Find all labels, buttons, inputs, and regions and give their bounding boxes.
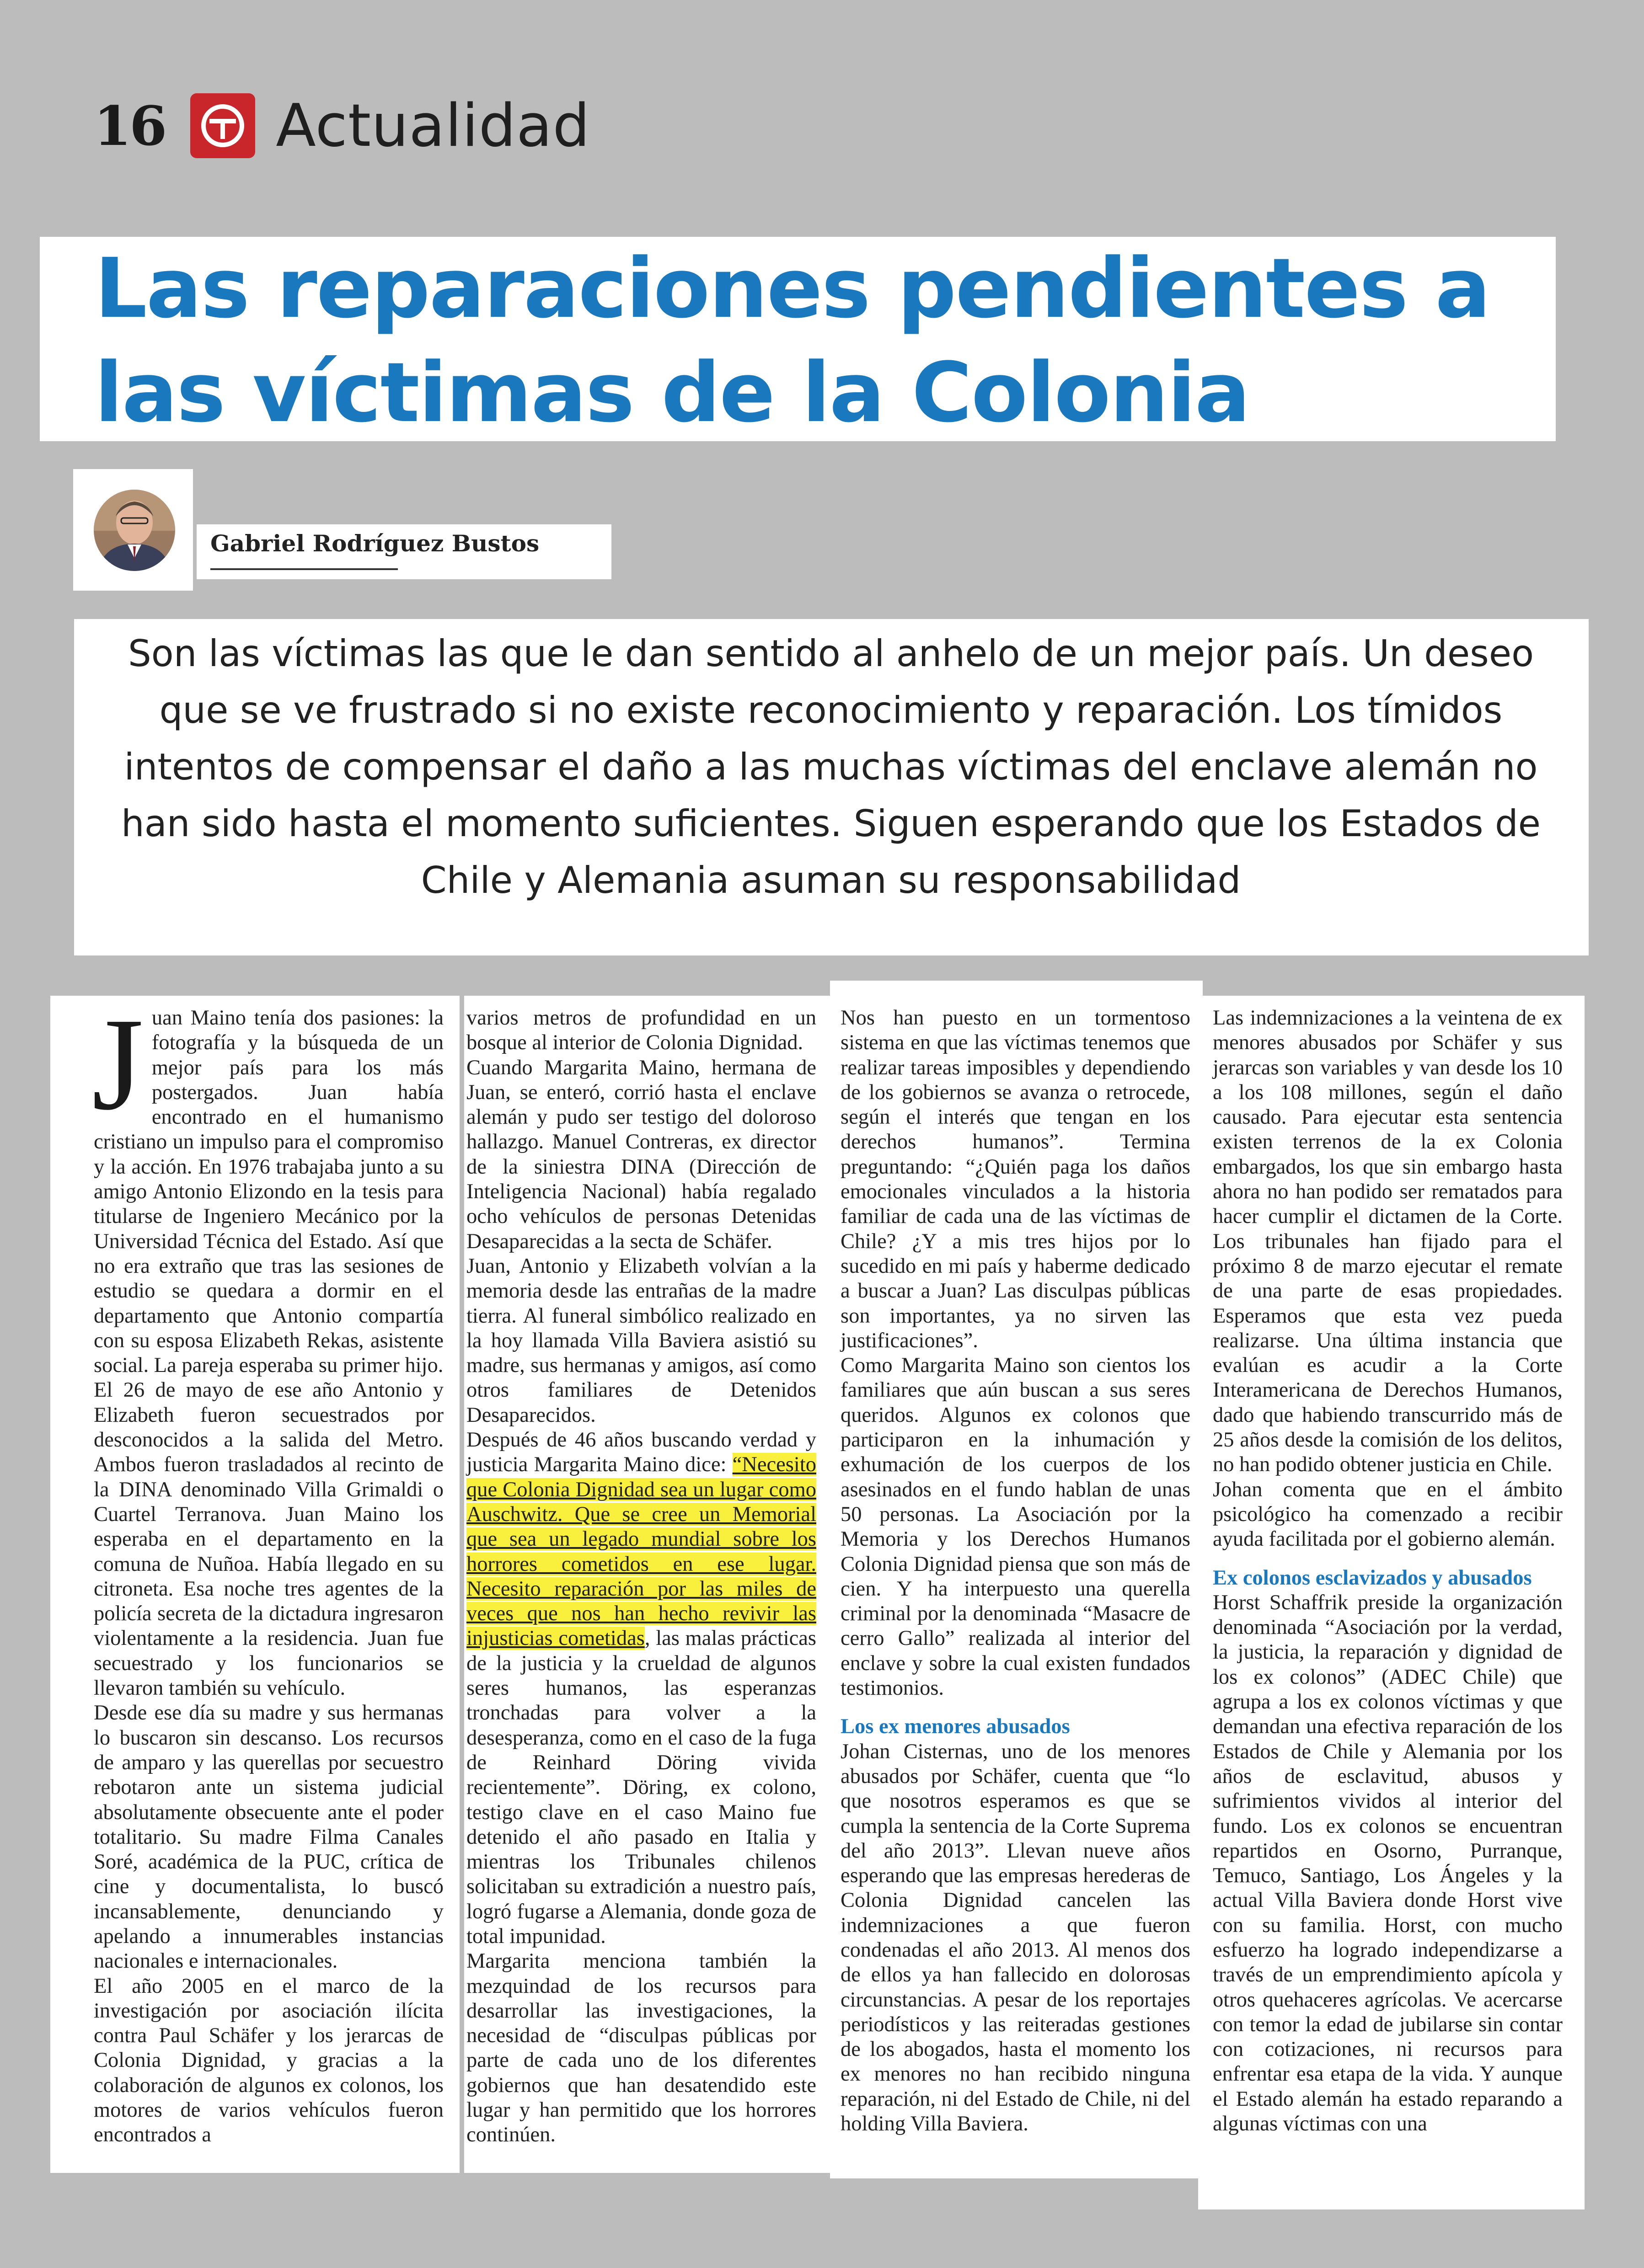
paragraph: Juan Maino tenía dos pasiones: la fotografía y la búsqueda de un mejor país para los más postergados. Juan había encontrado en el humanismo cristiano un impulso para el compromiso y la acción. En 1976 trabajaba junto a su amigo Antonio Elizondo en la tesis para titularse de Ingeniero Mecánico por la Universidad Técnica del Estado. Así que no era extraño que tras las sesiones de estudio se quedara a dormir en el departamento que Antonio compartía con su esposa Elizabeth Rekas, asistente social. La pareja esperaba su primer hijo. (92, 991, 444, 1377)
paragraph: Margarita menciona también la mezquindad de los recursos para desarrollar las investigaciones, la necesidad de “disculpas públicas por parte de cada uno de los diferentes gobiernos que han desatendido este lugar y han permitido que los horrores continúen. (466, 1949, 816, 2147)
column-1 (92, 991, 444, 2148)
subheading: Los ex menores abusados (841, 1715, 1070, 1739)
author-name: Gabriel Rodríguez Bustos (210, 530, 540, 557)
paragraph: El 26 de mayo de ese año Antonio y Elizabeth fueron secuestrados por desconocidos a la salida del Metro. Ambos fueron trasladados al recinto de la DINA denominado Villa Grimaldi o Cuartel Terranova. Juan Maino los esperaba en el departamento en la comuna de Nuñoa. Había llegado en su citroneta. Esa noche tres agentes de la policía secreta de la dictadura ingresaron violentamente a la residencia. Juan fue secuestrado y los funcionarios se llevaron también su vehículo. (94, 1378, 444, 1700)
page-header (94, 87, 590, 165)
drop-cap: J (92, 991, 144, 1137)
paragraph: Horst Schaffrik preside la organización denominada “Asociación por la verdad, la justicia, la reparación y dignidad de los ex colonos” (ADEC Chile) que agrupa a los ex colonos víctimas y que demandan una efectiva reparación de los Estados de Chile y Alemania por los años de esclavitud, abusos y sufrimientos vividos al interior del fundo. Los ex colonos se encuentran repartidos en Osorno, Purranque, Temuco, Santiago, Los Ángeles y la actual Villa Baviera donde Horst vive con su familia. Horst, con mucho esfuerzo ha logrado independizarse a través de un emprendimiento apícola y otros quehaceres agrícolas. Ve acercarse con temor la edad de jubilarse sin contar con cotizaciones, ni recursos para enfrentar esa etapa de la vida. Y aunque el Estado alemán ha estado reparando a algunas víctimas con una (1213, 1590, 1563, 2136)
article-title: Las reparaciones pendientes a las víctimas de la Colonia (95, 241, 1490, 441)
highlighted-quote: “Necesito que Colonia Dignidad sea un lugar como Auschwitz. Que se cree un Memorial que sea un legado mundial sobre los horrores cometidos en ese lugar. Necesito reparación por las miles de veces que nos han hecho revivir las injusticias cometidas (466, 1453, 816, 1650)
column-3 (841, 1006, 1190, 2136)
column-2 (466, 1006, 816, 2148)
paragraph: Nos han puesto en un tormentoso sistema en que las víctimas tenemos que realizar tareas imposibles y dependiendo de los gobiernos se avanza o retrocede, según el interés que tengan en los derechos humanos”. Termina preguntando: “¿Quién paga los daños emocionales vinculados a la historia familiar de cada una de las víctimas de Chile? ¿Y a mis tres hijos por lo sucedido en mi país y haberme dedicado a buscar a Juan? Las disculpas públicas son importantes, ya no sirven las justificaciones”. (841, 1006, 1190, 1352)
paragraph: Johan Cisternas, uno de los menores abusados por Schäfer, cuenta que “lo que nosotros esperamos es que se cumpla la sentencia de la Corte Suprema del año 2013”. Llevan nueve años esperando que las empresas herederas de Colonia Dignidad cancelen las indemnizaciones a que fueron condenadas el año 2013. Al menos dos de ellos ya han fallecido en dolorosas circunstancias. A pesar de los reportajes periodísticos y las reiteradas gestiones de los abogados, hasta el momento los ex menores no han recibido ninguna reparación, ni del Estado de Chile, ni del holding Villa Baviera. (841, 1740, 1190, 2136)
newspaper-logo-icon (190, 93, 255, 158)
author-byline (197, 524, 611, 579)
section-name: Actualidad (276, 91, 590, 160)
paragraph: Cuando Margarita Maino, hermana de Juan, se enteró, corrió hasta el enclave alemán y pudo ser testigo del doloroso hallazgo. Manuel Contreras, ex director de la siniestra DINA (Dirección de Inteligencia Nacional) había regalado ocho vehículos de personas Detenidas Desaparecidas a la secta de Schäfer. (466, 1056, 816, 1253)
article-lead: Son las víctimas las que le dan sentido al anhelo de un mejor país. Un deseo que se ve frustrado si no existe reconocimiento y reparación. Los tímidos intentos de compensar el daño a las muchas víctimas del enclave alemán no han sido hasta el momento suficientes. Siguen esperando que los Estados de Chile y Alemania asuman su responsabilidad (121, 632, 1541, 902)
lead-box (74, 619, 1589, 955)
author-photo (94, 490, 175, 571)
subheading: Ex colonos esclavizados y abusados (1213, 1566, 1532, 1590)
paragraph: varios metros de profundidad en un bosque al interior de Colonia Dignidad. (466, 1006, 816, 1055)
author-underline (210, 568, 398, 570)
column-4 (1213, 1006, 1563, 2136)
page-number: 16 (94, 94, 166, 158)
paragraph: Johan comenta que en el ámbito psicológico ha comenzado a recibir ayuda facilitada por el gobierno alemán. (1213, 1478, 1563, 1551)
paragraph: El año 2005 en el marco de la investigación por asociación ilícita contra Paul Schäfer y los jerarcas de Colonia Dignidad, y gracias a la colaboración de algunos ex colonos, los motores de varios vehículos fueron encontrados a (94, 1974, 444, 2147)
title-box (40, 237, 1556, 441)
paragraph: Las indemnizaciones a la veintena de ex menores abusados por Schäfer y sus jerarcas son variables y van desde los 10 a los 108 millones, según el daño causado. Para ejecutar esta sentencia existen terrenos de la ex Colonia embargados, los que sin embargo hasta ahora no han podido ser rematados para hacer cumplir el dictamen de la Corte. Los tribunales han fijado para el próximo 8 de marzo ejecutar el remate de una parte de esas propiedades. Esperamos que esta vez pueda realizarse. Una última instancia que evalúan es acudir a la Corte Interamericana de Derechos Humanos, dado que habiendo transcurrido más de 25 años desde la comisión de los delitos, no han podido obtener justicia en Chile. (1213, 1006, 1563, 1477)
author-photo-frame (73, 469, 193, 591)
paragraph: Desde ese día su madre y sus hermanas lo buscaron sin descanso. Los recursos de amparo y las querellas por secuestro rebotaron ante un sistema judicial absolutamente obsecuente ante el poder totalitario. Su madre Filma Canales Soré, académica de la PUC, crítica de cine y documentalista, lo buscó incansablemente, denunciando y apelando a innumerables instancias nacionales e internacionales. (94, 1701, 444, 1973)
paragraph: Después de 46 años buscando verdad y justicia Margarita Maino dice: “Necesito que Colonia Dignidad sea un lugar como Auschwitz. Que se cree un Memorial que sea un legado mundial sobre los horrores cometidos en ese lugar. Necesito reparación por las miles de veces que nos han hecho revivir las injusticias cometidas, las malas prácticas de la justicia y la crueldad de algunos seres humanos, las esperanzas tronchadas para volver a la desesperanza, como en el caso de la fuga de Reinhard Döring vivida recientemente”. Döring, ex colono, testigo clave en el caso Maino fue detenido el año pasado en Italia y mientras los Tribunales chilenos solicitaban su extradición a nuestro país, logró fugarse a Alemania, donde goza de total impunidad. (466, 1428, 816, 1948)
paragraph: Como Margarita Maino son cientos los familiares que aún buscan a sus seres queridos. Algunos ex colonos que participaron en la inhumación y exhumación de los cuerpos de los asesinados en el fundo hablan de unas 50 personas. La Asociación por la Memoria y los Derechos Humanos Colonia Dignidad piensa que son más de cien. Y ha interpuesto una querella criminal por la denominada “Masacre de cerro Gallo” realizada al interior del enclave y sobre la cual existen fundados testimonios. (841, 1354, 1190, 1700)
paragraph: Juan, Antonio y Elizabeth volvían a la memoria desde las entrañas de la madre tierra. Al funeral simbólico realizado en la hoy llamada Villa Baviera asistió su madre, sus hermanas y amigos, así como otros familiares de Detenidos Desaparecidos. (466, 1254, 816, 1427)
